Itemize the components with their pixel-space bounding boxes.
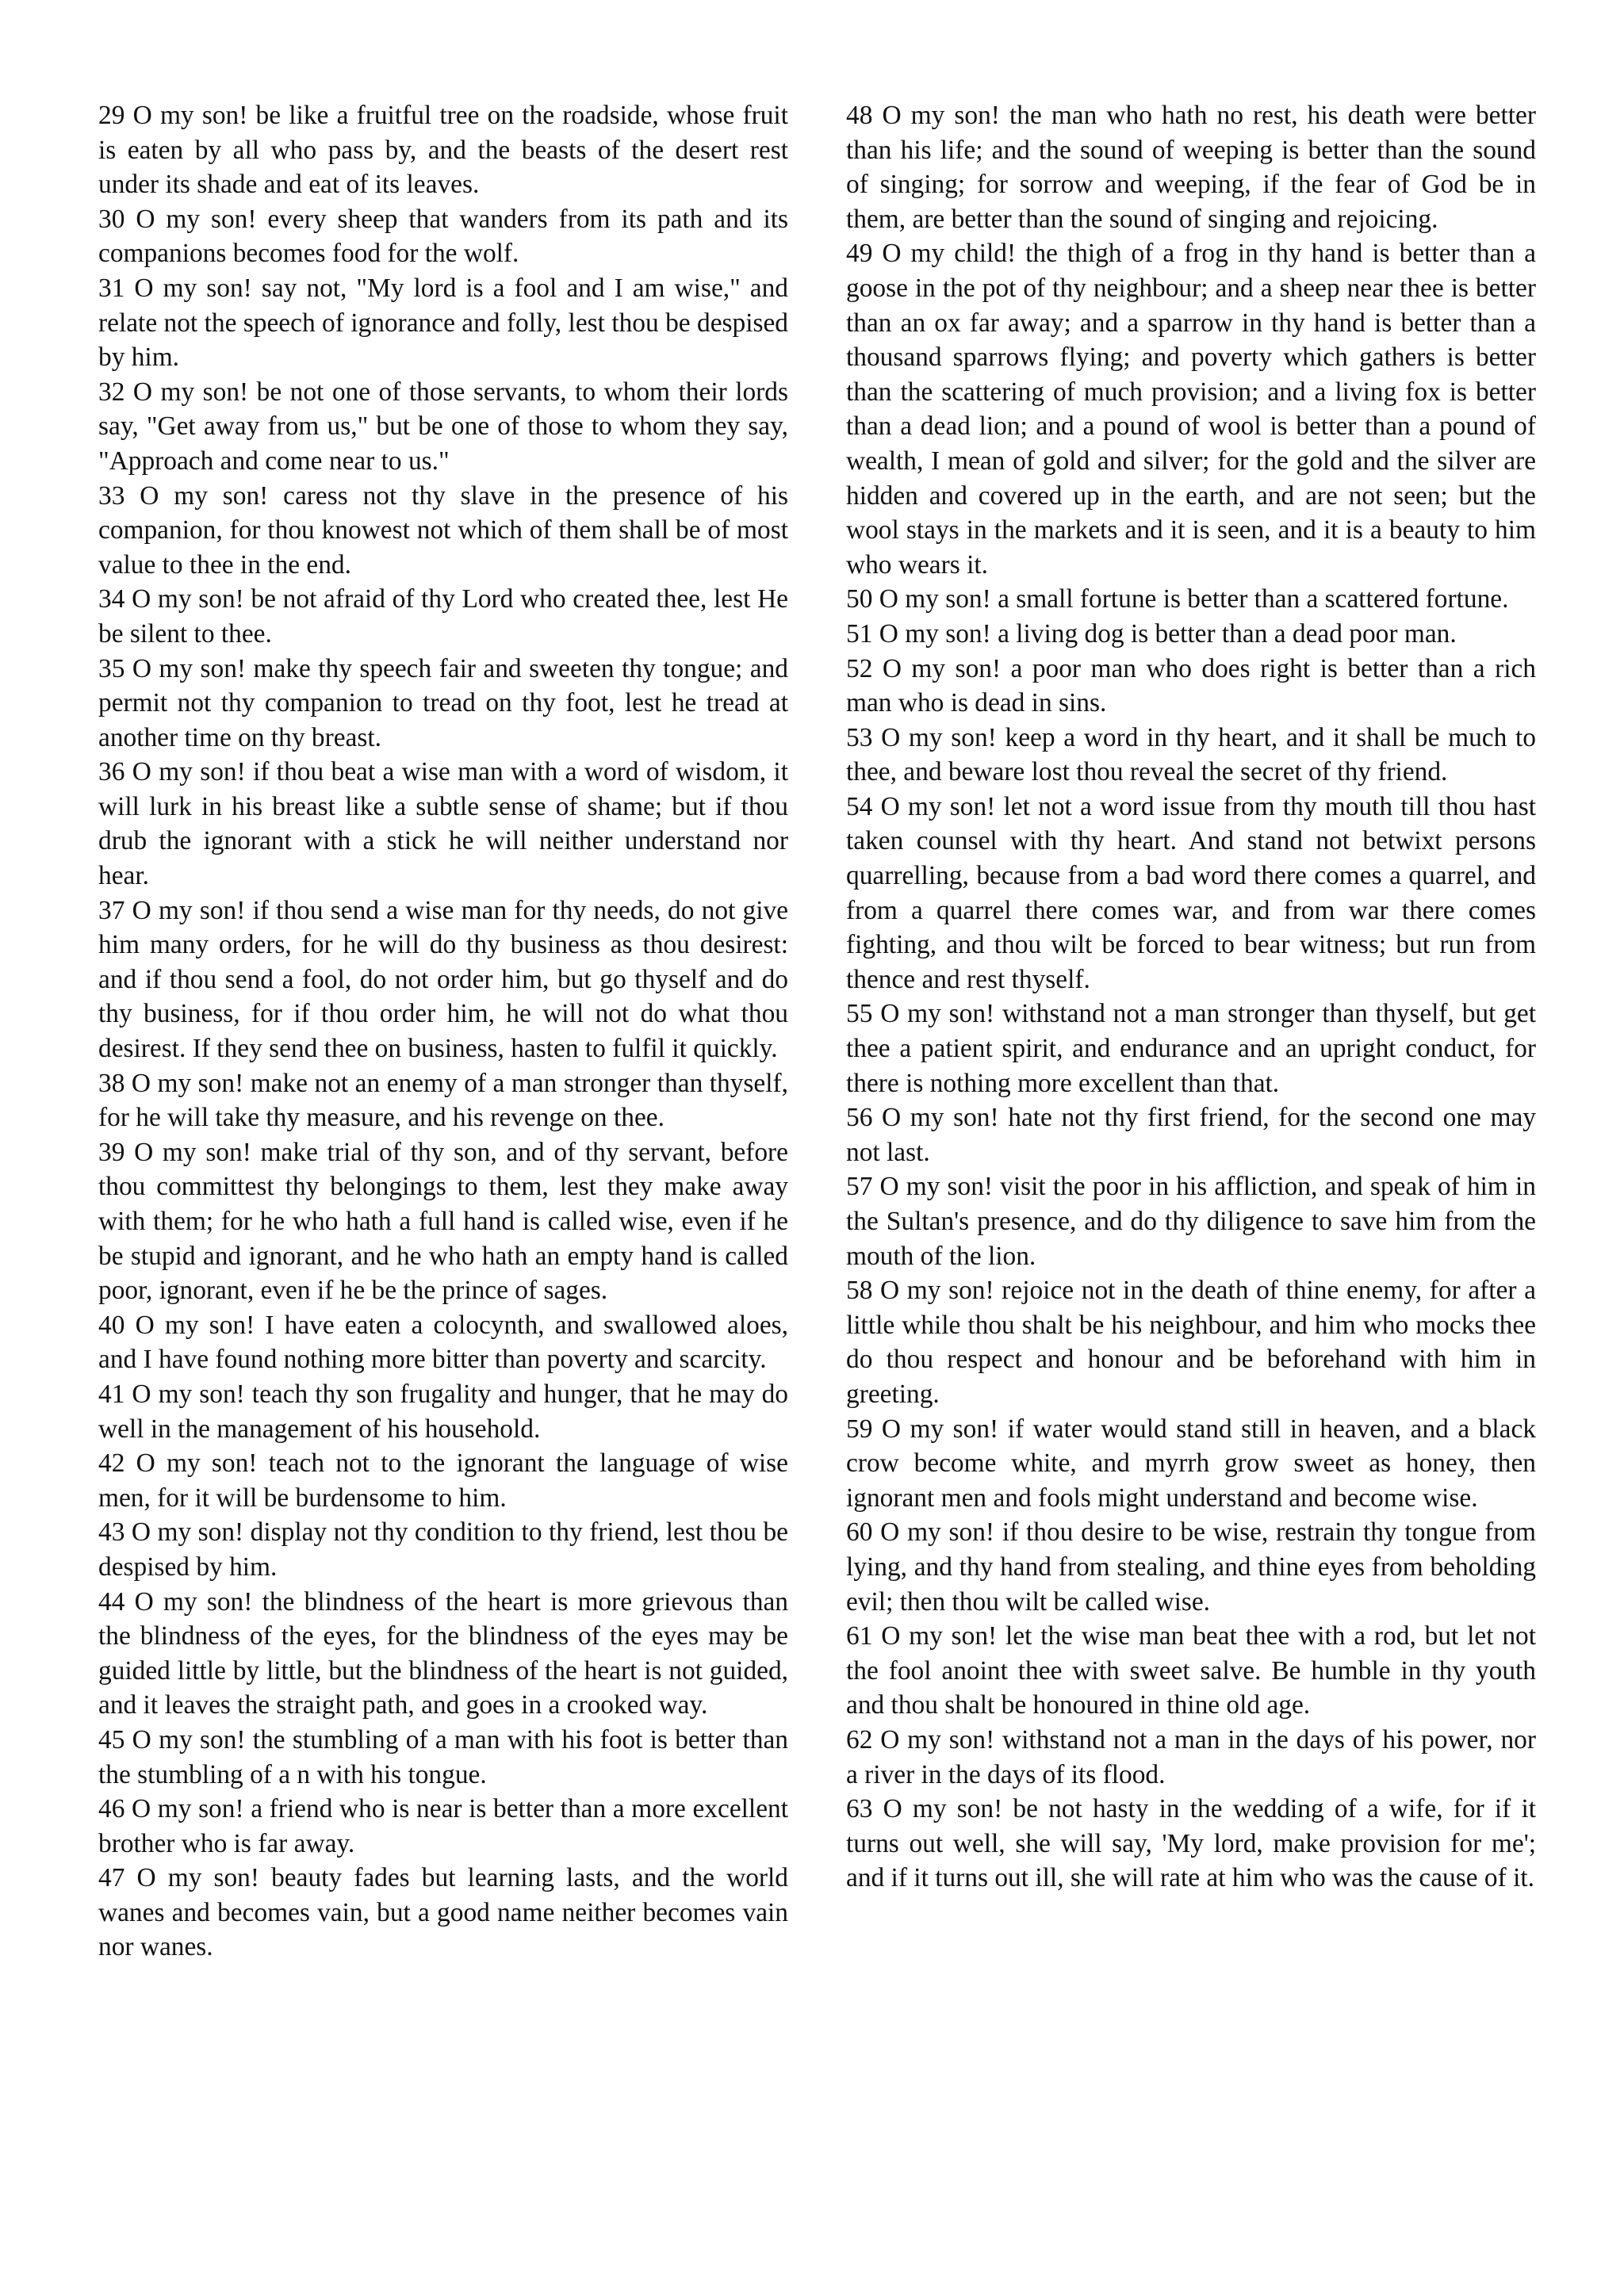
verse-60: 60 O my son! if thou desire to be wise, restrain thy tongue from lying, and thy hand from stealing, and thine eyes from beholding evil; then thou wilt be called wise.: [846, 1517, 1536, 1617]
verse-31: 31 O my son! say not, "My lord is a fool and I am wise," and relate not the speech of ignorance and folly, lest thou be despised by him.: [98, 273, 788, 373]
verse-55: 55 O my son! withstand not a man stronger than thyself, but get thee a patient spirit, and endurance and an upright conduct, for there is nothing more excellent than that.: [846, 999, 1536, 1098]
verse-41: 41 O my son! teach thy son frugality and hunger, that he may do well in the management of his household.: [98, 1379, 788, 1444]
verse-59: 59 O my son! if water would stand still in heaven, and a black crow become white, and myrrh grow sweet as honey, then ignorant men and fools might understand and become wise.: [846, 1414, 1536, 1513]
verse-47: 47 O my son! beauty fades but learning lasts, and the world wanes and becomes vain, but a good name neither becomes vain nor wanes.: [98, 1863, 788, 1962]
verse-57: 57 O my son! visit the poor in his affliction, and speak of him in the Sultan's presence, and do thy diligence to save him from the mouth of the lion.: [846, 1172, 1536, 1271]
verse-36: 36 O my son! if thou beat a wise man with a word of wisdom, it will lurk in his breast like a subtle sense of shame; but if thou drub the ignorant with a stick he will neither understand nor hear.: [98, 757, 788, 891]
verse-42: 42 O my son! teach not to the ignorant the language of wise men, for it will be burdensome to him.: [98, 1448, 788, 1513]
left-column: [98, 98, 788, 1965]
verse-43: 43 O my son! display not thy condition to thy friend, lest thou be despised by him.: [98, 1517, 788, 1582]
verse-40: 40 O my son! I have eaten a colocynth, and swallowed aloes, and I have found nothing more bitter than poverty and scarcity.: [98, 1310, 788, 1375]
verse-62: 62 O my son! withstand not a man in the days of his power, nor a river in the days of its flood.: [846, 1724, 1536, 1789]
verse-63: 63 O my son! be not hasty in the wedding of a wife, for if it turns out well, she will say, 'My lord, make provision for me'; and if it turns out ill, she will rate at him who was the cause of it.: [846, 1794, 1536, 1893]
right-column: [846, 98, 1536, 1896]
verse-50: 50 O my son! a small fortune is better than a scattered fortune.: [846, 584, 1509, 614]
verse-61: 61 O my son! let the wise man beat thee with a rod, but let not the fool anoint thee with sweet salve. Be humble in thy youth and thou shalt be honoured in thine old age.: [846, 1621, 1536, 1720]
verse-54: 54 O my son! let not a word issue from thy mouth till thou hast taken counsel with thy heart. And stand not betwixt persons quarrelling, because from a bad word there comes a quarrel, and from a quarrel there comes war, and from war there comes fighting, and thou wilt be forced to bear witness; but run from thence and rest thyself.: [846, 791, 1536, 994]
verse-38: 38 O my son! make not an enemy of a man stronger than thyself, for he will take thy measure, and his revenge on thee.: [98, 1068, 788, 1133]
verse-33: 33 O my son! caress not thy slave in the presence of his companion, for thou knowest not which of them shall be of most value to thee in the end.: [98, 480, 788, 580]
verse-46: 46 O my son! a friend who is near is better than a more excellent brother who is far away.: [98, 1794, 788, 1858]
verse-51: 51 O my son! a living dog is better than a dead poor man.: [846, 618, 1457, 649]
verse-34: 34 O my son! be not afraid of thy Lord who created thee, lest He be silent to thee.: [98, 584, 788, 649]
verse-30: 30 O my son! every sheep that wanders from its path and its companions becomes food for the wolf.: [98, 204, 788, 269]
verse-58: 58 O my son! rejoice not in the death of thine enemy, for after a little while thou shalt be his neighbour, and him who mocks thee do thou respect and honour and be beforehand with him in greeting.: [846, 1276, 1536, 1409]
verse-52: 52 O my son! a poor man who does right is better than a rich man who is dead in sins.: [846, 653, 1536, 718]
verse-49: 49 O my child! the thigh of a frog in thy hand is better than a goose in the pot of thy neighbour; and a sheep near thee is better than an ox far away; and a sparrow in thy hand is better than a thousand sparrows flying; and poverty which gathers is better than the scattering of much provision; and a living fox is better than a dead lion; and a pound of wool is better than a pound of wealth, I mean of gold and silver; for the gold and the silver are hidden and covered up in the earth, and are not seen; but the wool stays in the markets and it is seen, and it is a beauty to him who wears it.: [846, 239, 1536, 580]
verse-53: 53 O my son! keep a word in thy heart, and it shall be much to thee, and beware lost thou reveal the secret of thy friend.: [846, 722, 1536, 787]
verse-45: 45 O my son! the stumbling of a man with his foot is better than the stumbling of a n with his tongue.: [98, 1724, 788, 1789]
verse-32: 32 O my son! be not one of those servants, to whom their lords say, "Get away from us," but be one of those to whom they say, "Approach and come near to us.": [98, 377, 788, 476]
verse-44: 44 O my son! the blindness of the heart is more grievous than the blindness of the eyes, for the blindness of the eyes may be guided little by little, but the blindness of the heart is not guided, and it leaves the straight path, and goes in a crooked way.: [98, 1586, 788, 1720]
verse-48: 48 O my son! the man who hath no rest, his death were better than his life; and the sound of weeping is better than the sound of singing; for sorrow and weeping, if the fear of God be in them, are better than the sound of singing and rejoicing.: [846, 101, 1536, 234]
verse-29: 29 O my son! be like a fruitful tree on the roadside, whose fruit is eaten by all who pass by, and the beasts of the desert rest under its shade and eat of its leaves.: [98, 101, 788, 200]
verse-39: 39 O my son! make trial of thy son, and of thy servant, before thou committest thy belongings to them, lest they make away with them; for he who hath a full hand is called wise, even if he be stupid and ignorant, and he who hath an empty hand is called poor, ignorant, even if he be the prince of sages.: [98, 1137, 788, 1306]
verse-56: 56 O my son! hate not thy first friend, for the second one may not last.: [846, 1103, 1536, 1167]
verse-37: 37 O my son! if thou send a wise man for thy needs, do not give him many orders, for he will do thy business as thou desirest: and if thou send a fool, do not order him, but go thyself and do thy business, for if thou order him, he will not do what thou desirest. If they send thee on business, hasten to fulfil it quickly.: [98, 895, 788, 1064]
verse-35: 35 O my son! make thy speech fair and sweeten thy tongue; and permit not thy companion to tread on thy foot, lest he tread at another time on thy breast.: [98, 653, 788, 752]
